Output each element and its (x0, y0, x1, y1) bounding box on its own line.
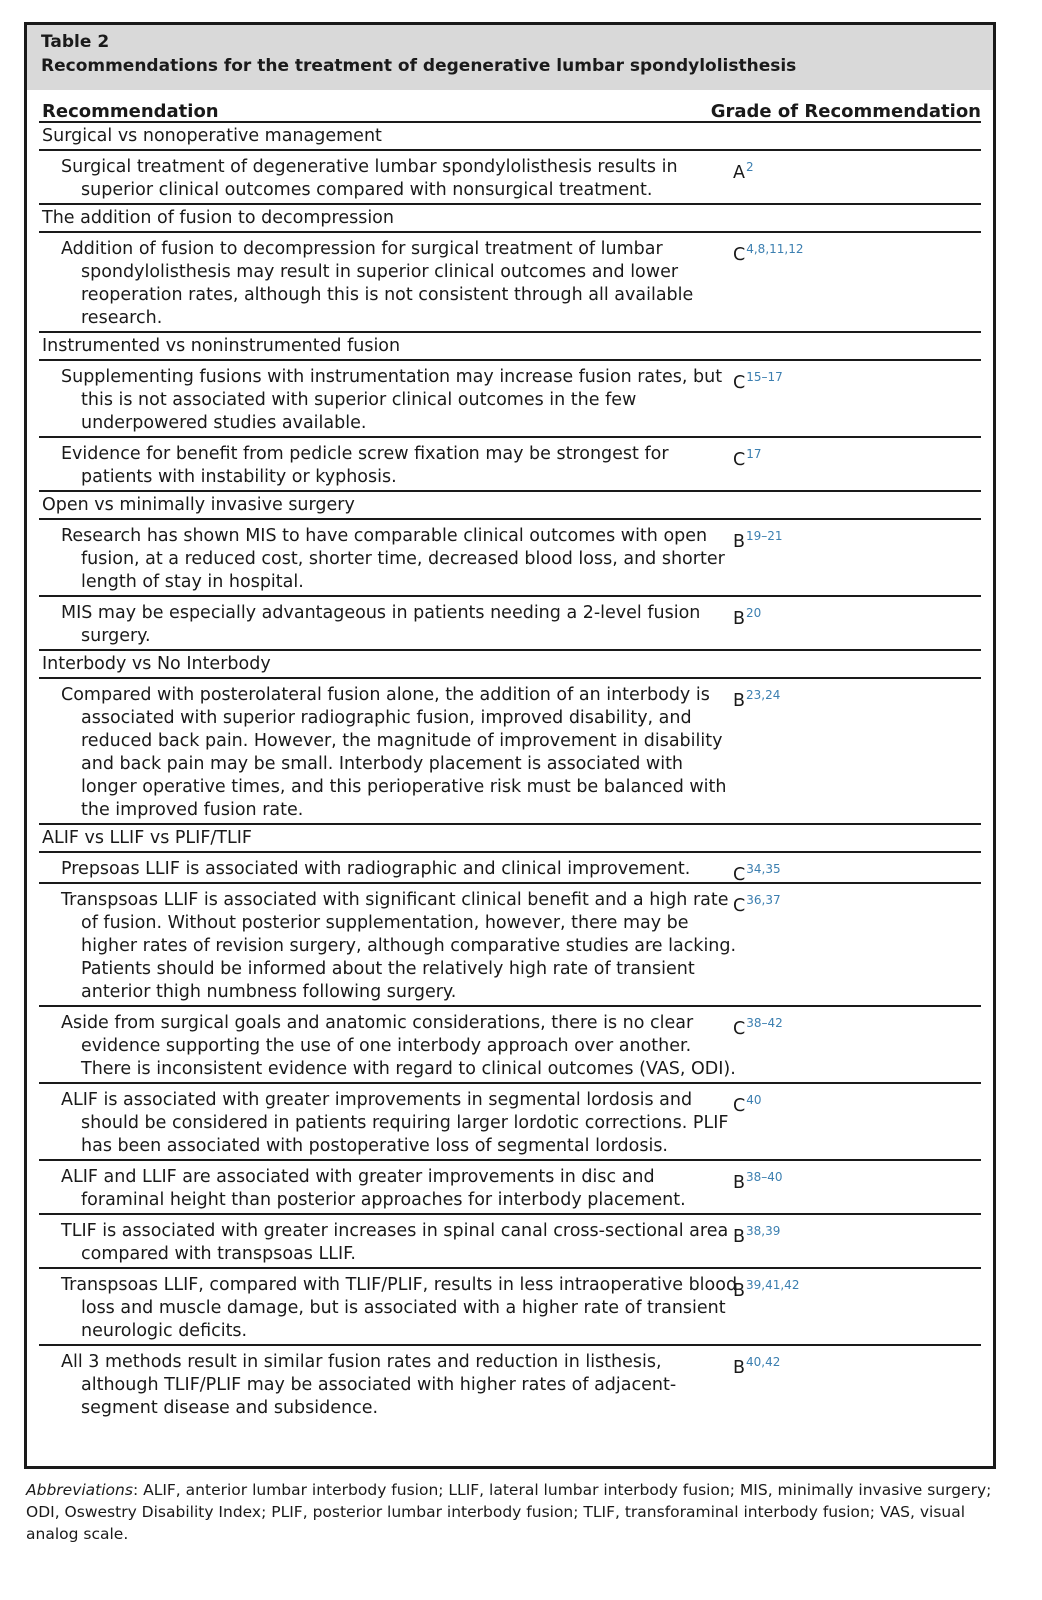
table-row (39, 1007, 981, 1084)
grade-cell (733, 889, 781, 918)
grade-letter: A (733, 163, 745, 183)
grade-letter: B (733, 1281, 746, 1301)
grade-cell (733, 1166, 783, 1195)
grade-letter: C (733, 1019, 746, 1039)
section-title: Interbody vs No Interbody (39, 651, 981, 679)
footnote (26, 1479, 1006, 1545)
grade-cell (733, 858, 781, 887)
grade-cell (733, 366, 783, 395)
section-title: Surgical vs nonoperative management (39, 123, 981, 151)
table-row (39, 1269, 981, 1346)
recommendation-text: Prepsoas LLIF is associated with radiographic and clinical improvement. (61, 859, 691, 879)
recommendation-text: Transpsoas LLIF, compared with TLIF/PLIF, results in less intraoperative blood loss and muscle damage, but is associated with a higher rate of transient neurologic deficits. (61, 1275, 738, 1341)
grade-letter: B (733, 1173, 746, 1193)
column-header-grade: Grade of Recommendation (710, 101, 981, 122)
table-row (39, 438, 981, 492)
table-frame (24, 22, 996, 1469)
recommendation-text: ALIF is associated with greater improvements in segmental lordosis and should be considered in patients requiring larger lordotic corrections. PLIF has been associated with postoperative loss of segmental lordosis. (61, 1090, 729, 1156)
recommendation-text: TLIF is associated with greater increases in spinal canal cross-sectional area compared with transpsoas LLIF. (61, 1221, 729, 1264)
grade-letter: B (733, 691, 746, 711)
table-row (39, 520, 981, 597)
recommendation-text: Compared with posterolateral fusion alone, the addition of an interbody is associated with superior radiographic fusion, improved disability, and reduced back pain. However, the magnitude of improvement in disability and back pain may be small. Interbody placement is associated with longer operative times, and this perioperative risk must be balanced with the improved fusion rate. (61, 685, 727, 820)
table-number: Table 2 (41, 32, 110, 52)
table-row (39, 361, 981, 438)
grade-cell (733, 1089, 762, 1118)
grade-cell (733, 684, 780, 713)
grade-letter: B (733, 1227, 746, 1247)
grade-references[interactable]: 38–40 (746, 1170, 783, 1184)
grade-cell (733, 238, 804, 267)
grade-references[interactable]: 38–42 (746, 1016, 783, 1030)
table-row (39, 1215, 981, 1269)
recommendation-text: MIS may be especially advantageous in patients needing a 2-level fusion surgery. (61, 603, 701, 646)
recommendation-text: Addition of fusion to decompression for surgical treatment of lumbar spondylolisthesis may result in superior clinical outcomes and lower reoperation rates, although this is not consistent through all available research. (61, 239, 694, 328)
table-header (39, 90, 981, 123)
recommendation-text: Transpsoas LLIF is associated with significant clinical benefit and a high rate of fusion. Without posterior supplementation, however, there may be higher rates of revision surgery, although comparative studies are lacking. Patients should be informed about the relatively high rate of transient anterior thigh numbness following surgery. (61, 890, 737, 1002)
table-row (39, 853, 981, 884)
grade-references[interactable]: 15–17 (746, 370, 783, 384)
grade-cell (733, 156, 754, 185)
grade-letter: C (733, 450, 746, 470)
grade-references[interactable]: 23,24 (746, 688, 781, 702)
table-row (39, 151, 981, 205)
recommendation-text: All 3 methods result in similar fusion rates and reduction in listhesis, although TLIF/PLIF may be associated with higher rates of adjacent-segment disease and subsidence. (61, 1352, 677, 1418)
grade-references[interactable]: 2 (745, 160, 754, 174)
grade-references[interactable]: 39,41,42 (746, 1278, 800, 1292)
column-header-recommendation: Recommendation (42, 101, 219, 122)
table-row (39, 884, 981, 1007)
grade-references[interactable]: 40,42 (746, 1355, 781, 1369)
grade-cell (733, 525, 783, 554)
section-title: Instrumented vs noninstrumented fusion (39, 333, 981, 361)
grade-cell (733, 443, 762, 472)
table-row (39, 1084, 981, 1161)
grade-letter: C (733, 373, 746, 393)
grade-cell (733, 1012, 783, 1041)
recommendation-text: Surgical treatment of degenerative lumbar spondylolisthesis results in superior clinical outcomes compared with nonsurgical treatment. (61, 157, 678, 200)
grade-references[interactable]: 34,35 (746, 862, 781, 876)
grade-references[interactable]: 17 (746, 447, 762, 461)
grade-references[interactable]: 36,37 (746, 893, 781, 907)
grade-cell (733, 602, 761, 631)
grade-cell (733, 1274, 799, 1303)
grade-references[interactable]: 40 (746, 1093, 762, 1107)
table-row (39, 679, 981, 825)
grade-references[interactable]: 20 (746, 606, 762, 620)
recommendation-text: ALIF and LLIF are associated with greater improvements in disc and foraminal height than posterior approaches for interbody placement. (61, 1167, 686, 1210)
recommendation-text: Research has shown MIS to have comparable clinical outcomes with open fusion, at a reduced cost, shorter time, decreased blood loss, and shorter length of stay in hospital. (61, 526, 725, 592)
grade-letter: C (733, 865, 746, 885)
recommendation-text: Aside from surgical goals and anatomic considerations, there is no clear evidence supporting the use of one interbody approach over another. There is inconsistent evidence with regard to clinical outcomes (VAS, ODI). (61, 1013, 736, 1079)
section-title: ALIF vs LLIF vs PLIF/TLIF (39, 825, 981, 853)
grade-references[interactable]: 38,39 (746, 1224, 781, 1238)
recommendation-text: Evidence for benefit from pedicle screw fixation may be strongest for patients with instability or kyphosis. (61, 444, 669, 487)
section-title: The addition of fusion to decompression (39, 205, 981, 233)
grade-letter: C (733, 1096, 746, 1116)
table-row (39, 1161, 981, 1215)
grade-cell (733, 1351, 780, 1380)
table-row (39, 597, 981, 651)
footnote-text: : ALIF, anterior lumbar interbody fusion; LLIF, lateral lumbar interbody fusion; MIS, minimally invasive surgery; ODI, Oswestry Disability Index; PLIF, posterior lumbar interbody fusion; TLIF, transforaminal interbody fusion; VAS, visual analog scale. (26, 1481, 992, 1543)
grade-letter: C (733, 245, 746, 265)
grade-references[interactable]: 4,8,11,12 (746, 242, 804, 256)
table-row (39, 233, 981, 333)
table-body (39, 123, 981, 1421)
grade-letter: B (733, 532, 746, 552)
recommendation-text: Supplementing fusions with instrumentation may increase fusion rates, but this is not associated with superior clinical outcomes in the few underpowered studies available. (61, 367, 723, 433)
grade-letter: B (733, 609, 746, 629)
grade-letter: C (733, 896, 746, 916)
grade-letter: B (733, 1358, 746, 1378)
grade-cell (733, 1220, 780, 1249)
table-row (39, 1346, 981, 1421)
grade-references[interactable]: 19–21 (746, 529, 783, 543)
footnote-label: Abbreviations (26, 1481, 133, 1499)
table-title: Recommendations for the treatment of degenerative lumbar spondylolisthesis (41, 56, 797, 76)
table-caption (27, 25, 993, 90)
section-title: Open vs minimally invasive surgery (39, 492, 981, 520)
